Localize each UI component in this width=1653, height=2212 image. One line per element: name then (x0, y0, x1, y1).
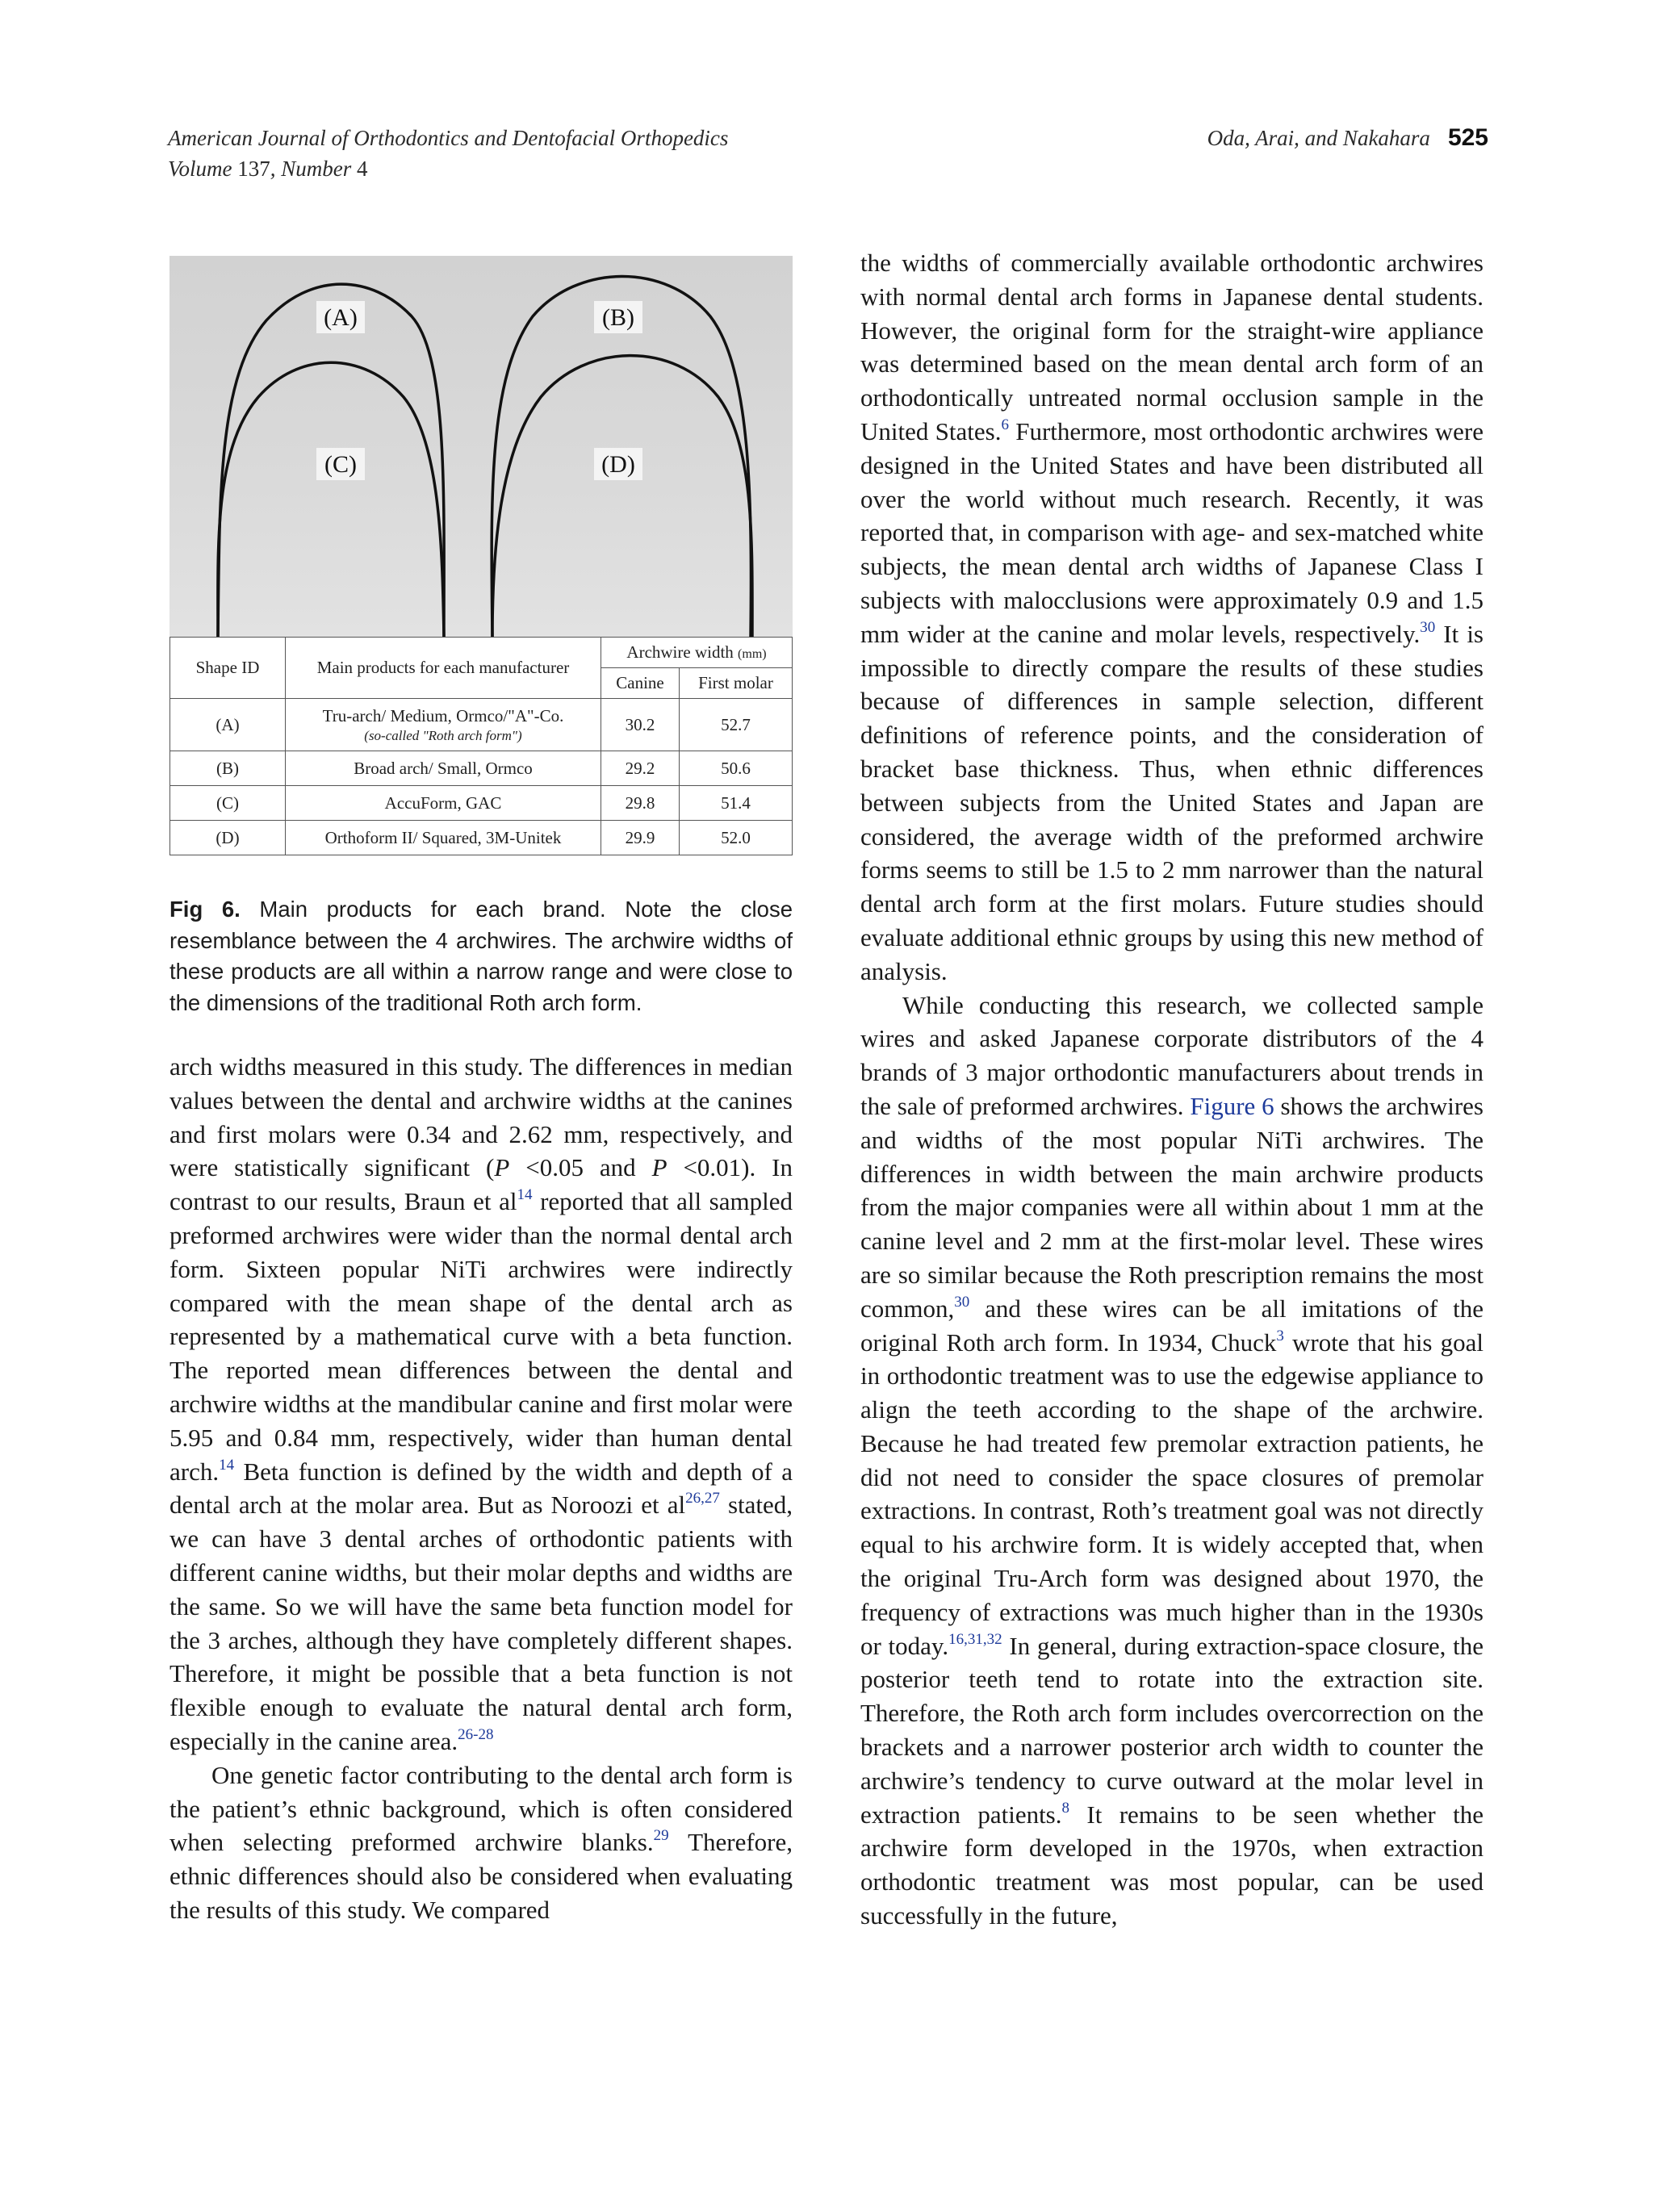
citation-link[interactable]: 6 (1001, 416, 1009, 433)
table-row: (C) AccuForm, GAC 29.8 51.4 (170, 786, 793, 821)
arch-label-b: (B) (602, 304, 634, 331)
page-number: 525 (1447, 124, 1488, 151)
arch-label-d: (D) (601, 451, 635, 478)
table-row: (D) Orthoform II/ Squared, 3M-Unitek 29.9 52.0 (170, 821, 793, 855)
col-canine: Canine (601, 668, 680, 699)
table-row: (A) Tru-arch/ Medium, Ormco/"A"-Co. (so-called "Roth arch form") 30.2 52.7 (170, 699, 793, 751)
left-column (169, 1050, 793, 1927)
volume-line: Volume 137, Number 4 (168, 157, 368, 181)
journal-title: American Journal of Orthodontics and Dentofacial Orthopedics (168, 126, 729, 150)
figure-caption: Fig 6. Main products for each brand. Note the close resemblance between the 4 archwires. The archwire widths of these products are all within a narrow range and were close to the dimensions of the traditional Roth arch form. (169, 897, 793, 1015)
col-archwire-width: Archwire width (mm) (601, 638, 793, 668)
arch-label-a: (A) (324, 304, 358, 331)
citation-link[interactable]: 30 (1420, 618, 1436, 636)
table-row: (B) Broad arch/ Small, Ormco 29.2 50.6 (170, 751, 793, 786)
citation-link[interactable]: 26,27 (685, 1490, 720, 1507)
caption-label: Fig 6. (169, 897, 241, 922)
citation-link[interactable]: 29 (653, 1827, 669, 1845)
citation-link[interactable]: 14 (517, 1186, 533, 1204)
citation-link[interactable]: 26-28 (458, 1725, 494, 1743)
citation-link[interactable]: 30 (954, 1293, 970, 1311)
body-paragraph: One genetic factor contributing to the dental arch form is the patient’s ethnic background, which is often considered when selecting preformed archwire blanks.$^{29}$ Therefore, ethnic differences should also be considered when evaluating the results of this study. We compared (169, 1760, 793, 1924)
archwire-photo (169, 256, 793, 637)
authors: Oda, Arai, and Nakahara (1207, 126, 1430, 150)
figure-6-link[interactable]: Figure 6 (1190, 1091, 1274, 1120)
figure-6 (169, 256, 793, 855)
right-column (860, 246, 1484, 1933)
body-paragraph: the widths of commercially available orthodontic archwires with normal dental arch forms in Japanese dental students. However, the original form for the straight-wire appliance was determined based on the mean dental arch form of an orthodontically untreated normal occlusion sample in the United States.$^6$ Furthermore, most orthodontic archwires were designed in the United States and have been distributed all over the world without much research. Recently, it was reported that, in comparison with age- and sex-matched white subjects, the mean dental arch widths of Japanese Class I subjects with malocclusions were approximately 0.9 and 1.5 mm wider at the canine and molar levels, respectively.$^{30}$ It is impossible to directly compare the results of these studies because of differences in sample selection, different definitions of reference points, and the consideration of bracket base thickness. Thus, when ethnic differences between subjects from the United States and Japan are considered, the average width of the preformed archwire forms seems to still be 1.5 to 2 mm narrower than the natural dental arch form at the first molars. Future studies should evaluate additional ethnic groups by using this new method of analysis. (860, 249, 1484, 985)
citation-link[interactable]: 14 (219, 1456, 235, 1474)
archwire-width-table (169, 637, 793, 855)
col-first-molar: First molar (680, 668, 793, 699)
citation-link[interactable]: 3 (1276, 1327, 1284, 1344)
running-header-right (1207, 123, 1488, 153)
body-paragraph: arch widths measured in this study. The differences in median values between the dental and archwire widths at the canines and first molars were 0.34 and 2.62 mm, respectively, and were statistically significant (P <0.05 and P <0.01). In contrast to our results, Braun et $al^{14}$ reported that all sampled preformed archwires were wider than the normal dental arch form. Sixteen popular NiTi archwires were indirectly compared with the mean shape of the dental arch as represented by a mathematical curve with a beta function. The reported mean differences between the dental and archwire widths at the mandibular canine and first molar were 5.95 and 0.84 mm, respectively, wider than human dental arch.$^{14}$ Beta function is defined by the width and depth of a dental arch at the molar area. But as Noroozi et al$^{26,27}$ stated, we can have 3 dental arches of orthodontic patients with different canine widths, but their molar depths and widths are the same. So we will have the same beta function model for the 3 arches, although they have completely different shapes. Therefore, it might be possible that a beta function is not flexible enough to evaluate the natural dental arch form, especially in the canine area.$^{26-28}$ (169, 1052, 793, 1755)
arch-label-c: (C) (324, 451, 357, 478)
body-paragraph: While conducting this research, we collected sample wires and asked Japanese corporate distributors of the 4 brands of 3 major orthodontic manufacturers about trends in the sale of preformed archwires. Figure 6 shows the archwires and widths of the most popular NiTi archwires. The differences in width between the main archwire products from the major companies were all within about 1 mm at the canine level and 2 mm at the first-molar level. These wires are so similar because the Roth prescription remains the most common,$^{30}$ and these wires can be all imitations of the original Roth arch form. In 1934, Chuck$^3$ wrote that his goal in orthodontic treatment was to use the edgewise appliance to align the teeth according to the shape of the archwire. Because he had treated few premolar extraction patients, he did not need to consider the space closures of premolar extractions. In contrast, Roth’s treatment goal was not directly equal to his archwire form. It is widely accepted that, when the original Tru-Arch form was designed about 1970, the frequency of extractions was much higher than in the 1930s or today.$^{16,31,32}$ In general, during extraction-space closure, the posterior teeth tend to rotate into the extraction site. Therefore, the Roth arch form includes overcorrection on the brackets and a narrower posterior arch width to counter the archwire’s tendency to curve outward at the molar level in extraction patients.$^8$ It remains to be seen whether the archwire form developed in the 1970s, when extraction orthodontic treatment was most popular, can be used successfully in the future, (860, 990, 1484, 1930)
col-shape-id: Shape ID (170, 638, 286, 699)
running-header-left (168, 123, 728, 184)
citation-link[interactable]: 8 (1061, 1799, 1070, 1817)
citation-link[interactable]: 16,31,32 (948, 1630, 1002, 1648)
col-products: Main products for each manufacturer (286, 638, 601, 699)
